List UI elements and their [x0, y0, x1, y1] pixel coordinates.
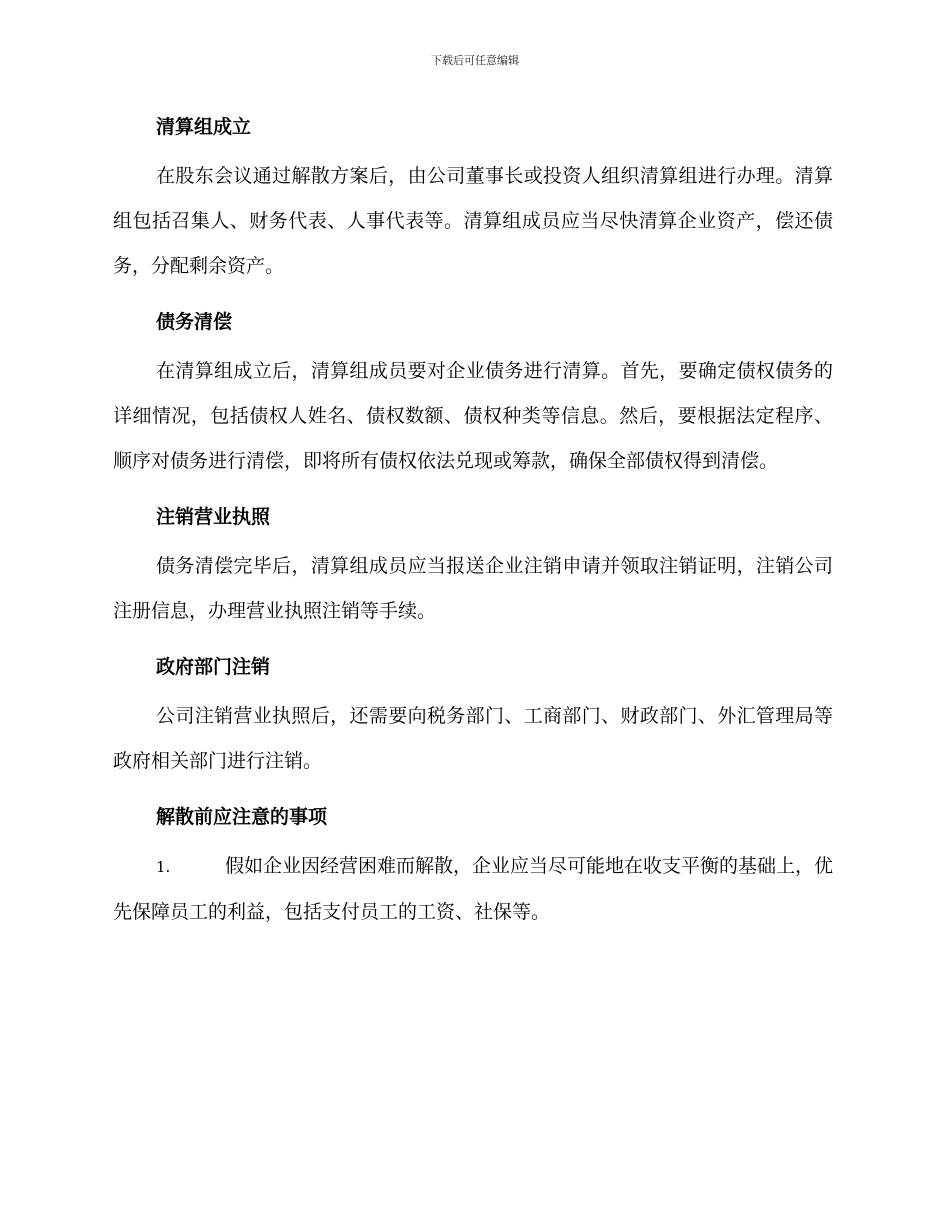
header-note: 下载后可任意编辑	[431, 54, 519, 67]
section-paragraph-government-cancel: 公司注销营业执照后，还需要向税务部门、工商部门、财政部门、外汇管理局等政府相关部门进行注销。	[113, 705, 833, 772]
section-heading-government-cancel: 政府部门注销	[156, 656, 271, 678]
section-heading-cancel-license: 注销营业执照	[156, 506, 271, 528]
section-paragraph-liquidation-team: 在股东会议通过解散方案后，由公司董事长或投资人组织清算组进行办理。清算组包括召集人、财务代表、人事代表等。清算组成员应当尽快清算企业资产，偿还债务，分配剩余资产。	[113, 165, 833, 277]
section-paragraph-cancel-license: 债务清偿完毕后，清算组成员应当报送企业注销申请并领取注销证明，注销公司注册信息，办理营业执照注销等手续。	[113, 555, 833, 622]
document-body	[113, 112, 833, 935]
section-heading-precautions: 解散前应注意的事项	[156, 806, 328, 828]
list-item-text: 假如企业因经营困难而解散，企业应当尽可能地在收支平衡的基础上，优先保障员工的利益，包括支付员工的工资、社保等。	[113, 855, 834, 923]
section-heading-liquidation-team: 清算组成立	[156, 116, 252, 138]
list-item-number: 1.	[156, 858, 171, 876]
section-heading-debt-repayment: 债务清偿	[156, 311, 233, 333]
section-paragraph-debt-repayment: 在清算组成立后，清算组成员要对企业债务进行清算。首先，要确定债权债务的详细情况，包括债权人姓名、债权数额、债权种类等信息。然后，要根据法定程序、顺序对债务进行清偿，即将所有债权依法兑现或筹款，确保全部债权得到清偿。	[113, 360, 833, 472]
list-item	[113, 844, 833, 935]
